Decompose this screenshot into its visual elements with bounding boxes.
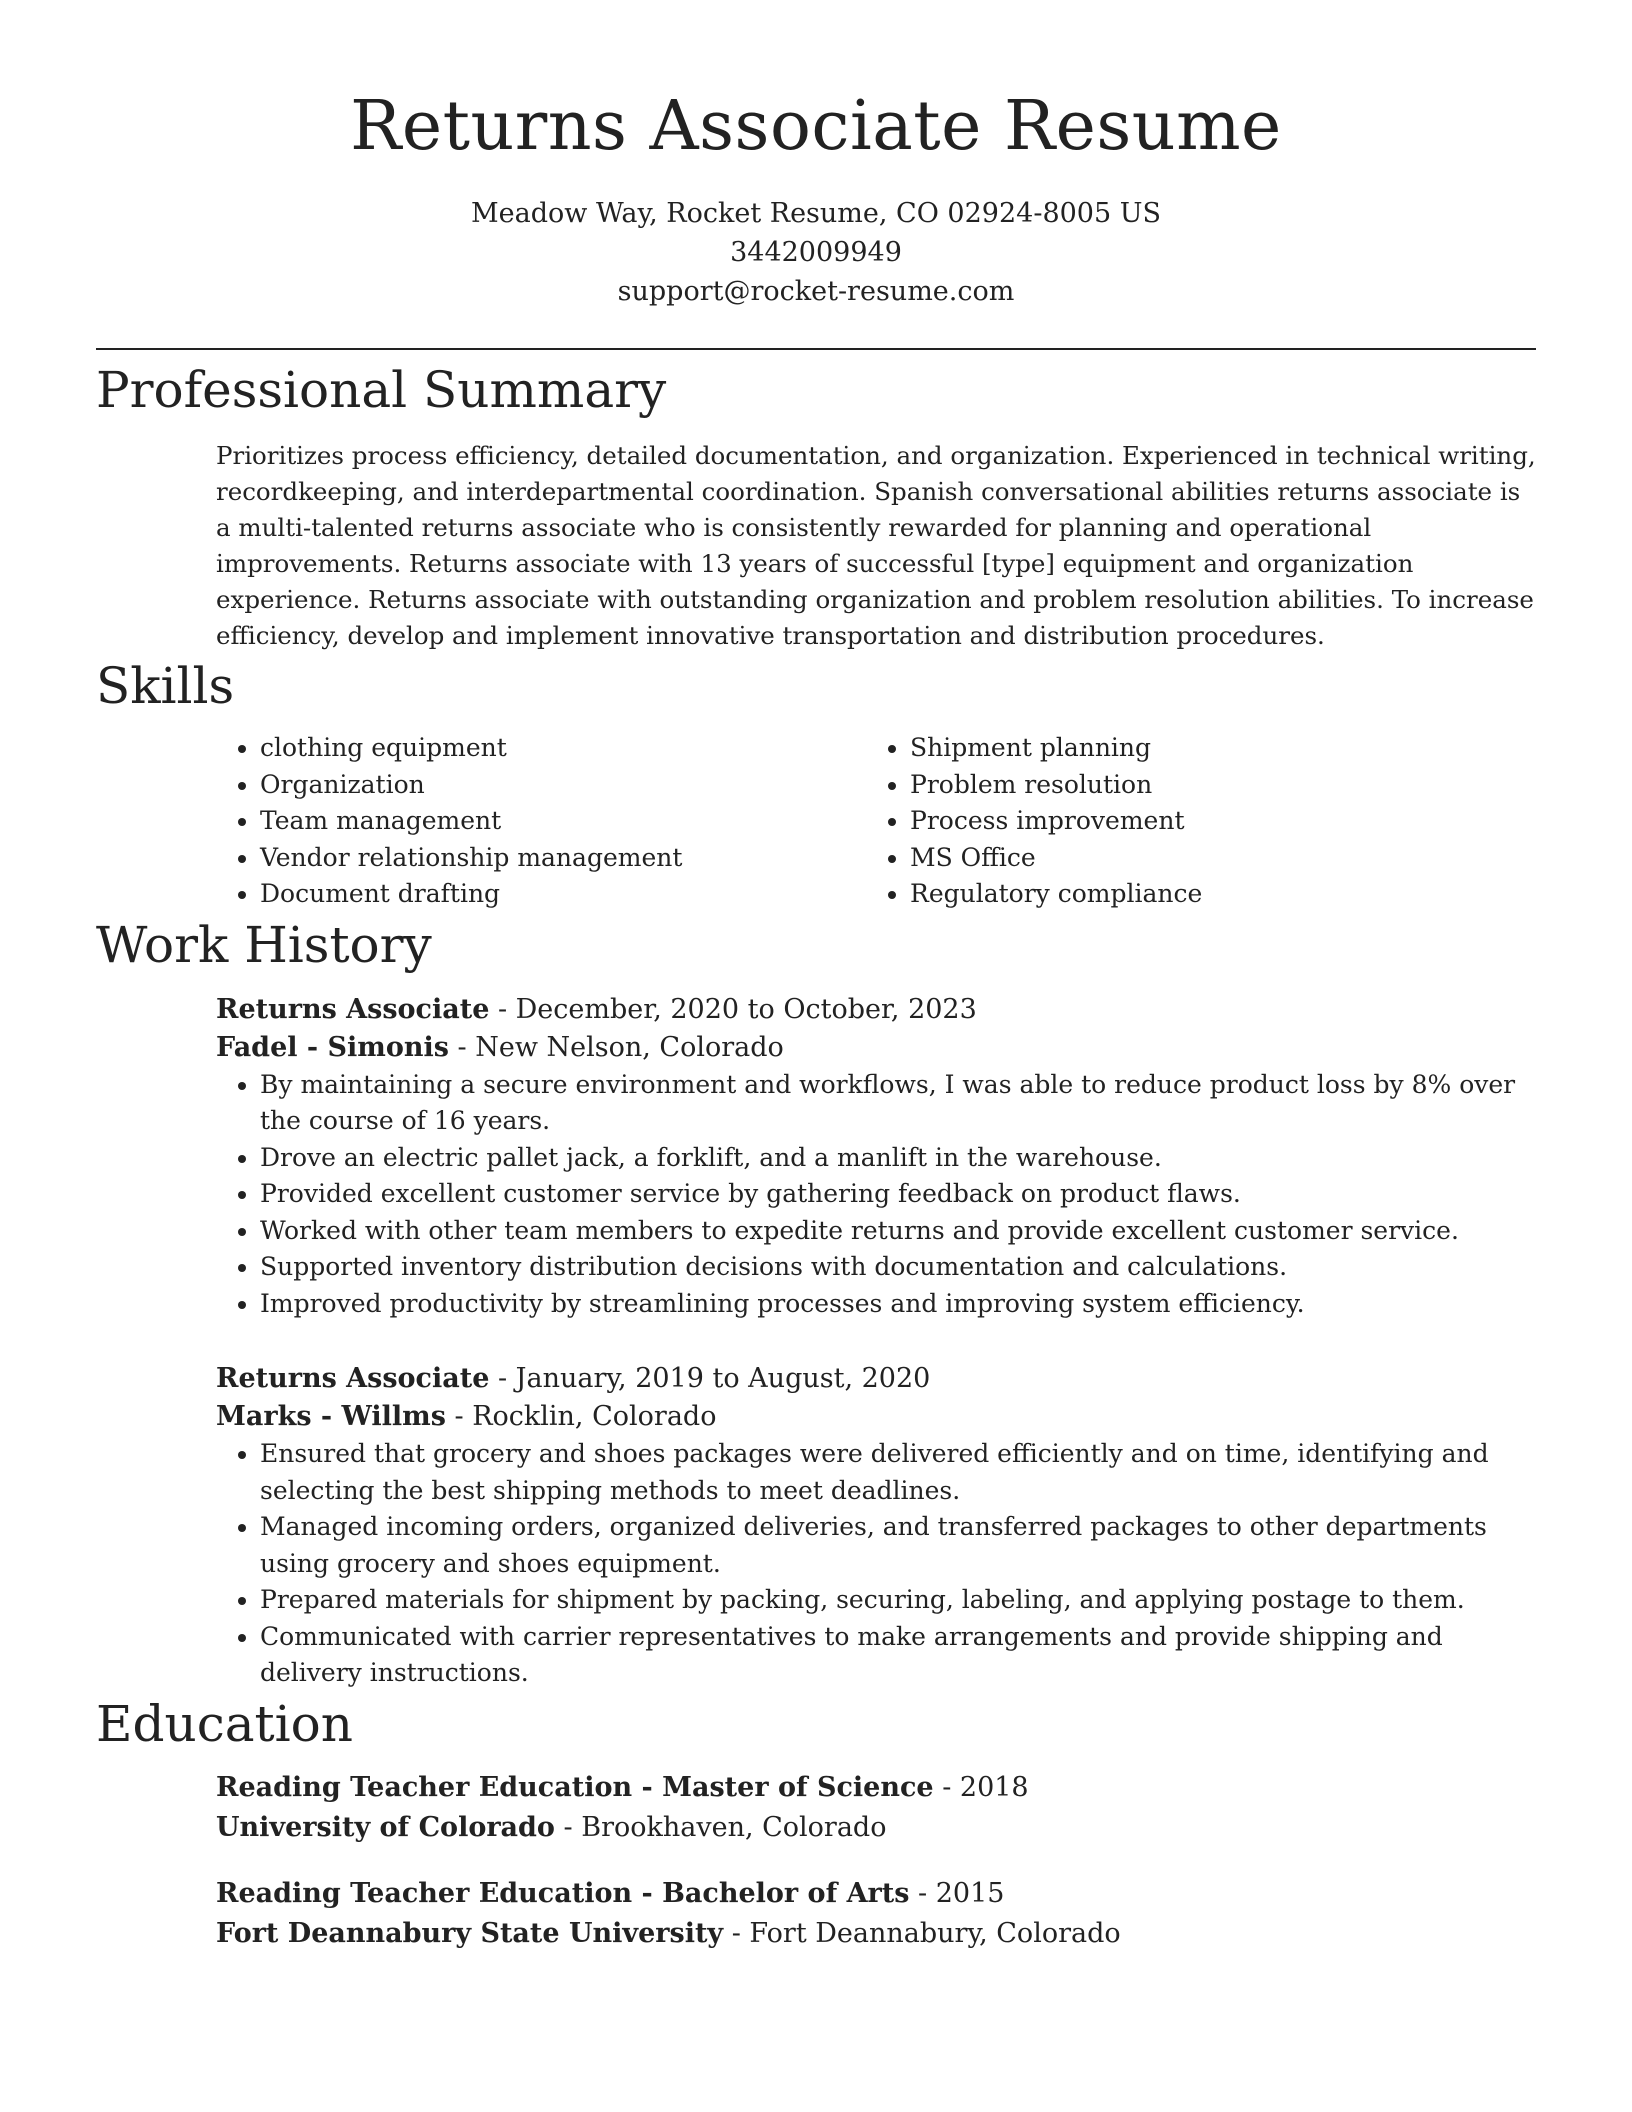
skill-item: • Vendor relationship management <box>260 840 866 877</box>
skill-item: • Team management <box>260 803 866 840</box>
education-field: Reading Teacher Education <box>216 1771 633 1803</box>
job-entry <box>216 991 1536 1323</box>
job-company: Marks - Willms <box>216 1401 446 1432</box>
education-degree-line <box>216 1768 1536 1808</box>
phone-line: 3442009949 <box>730 237 902 268</box>
address-line: Meadow Way, Rocket Resume, CO 02924-8005 US <box>470 198 1161 229</box>
education-location: - Fort Deannabury, Colorado <box>723 1917 1121 1949</box>
skill-item: • Process improvement <box>910 803 1466 840</box>
skills-list <box>216 730 1536 913</box>
job-duty: • Drove an electric pallet jack, a forklift, and a manlift in the warehouse. <box>260 1140 1536 1177</box>
skill-item: • Regulatory compliance <box>910 876 1466 913</box>
education-location: - Brookhaven, Colorado <box>554 1811 887 1843</box>
education-school: Fort Deannabury State University <box>216 1917 724 1949</box>
job-duty: • Managed incoming orders, organized deliveries, and transferred packages to other departments using grocery and shoes equipment. <box>260 1509 1536 1582</box>
skills-column-left <box>216 730 866 913</box>
job-duty: • Worked with other team members to expedite returns and provide excellent customer service. <box>260 1213 1536 1250</box>
resume-header <box>96 0 1536 311</box>
summary-heading: Professional Summary <box>96 361 667 419</box>
skills-column-right <box>866 730 1466 913</box>
education-year: - 2015 <box>909 1877 1005 1909</box>
skill-item: • MS Office <box>910 840 1466 877</box>
skill-item: • clothing equipment <box>260 730 866 767</box>
job-duties <box>216 1436 1536 1692</box>
job-duty: • Improved productivity by streamlining processes and improving system efficiency. <box>260 1286 1536 1323</box>
header-divider <box>96 348 1536 350</box>
job-dates: - January, 2019 to August, 2020 <box>489 1363 931 1394</box>
job-role: Returns Associate <box>216 993 490 1025</box>
skill-item: • Document drafting <box>260 876 866 913</box>
skill-item: • Problem resolution <box>910 767 1466 804</box>
skill-item: • Organization <box>260 767 866 804</box>
education-degree: - Master of Science <box>632 1771 934 1803</box>
education-entry <box>216 1768 1536 1848</box>
job-duty: • Ensured that grocery and shoes packages were delivered efficiently and on time, identifying and selecting the best shipping methods to meet deadlines. <box>260 1436 1536 1509</box>
education-field: Reading Teacher Education <box>216 1877 633 1909</box>
job-duty: • By maintaining a secure environment and workflows, I was able to reduce product loss by 8% over the course of 16 years. <box>260 1067 1536 1140</box>
job-location: - New Nelson, Colorado <box>448 1031 784 1063</box>
job-dates: - December, 2020 to October, 2023 <box>489 993 977 1025</box>
job-duty: • Prepared materials for shipment by packing, securing, labeling, and applying postage to them. <box>260 1582 1536 1619</box>
job-entry <box>216 1360 1536 1692</box>
job-company-line <box>216 1029 1536 1067</box>
education-year: - 2018 <box>933 1771 1029 1803</box>
job-duty: • Provided excellent customer service by gathering feedback on product flaws. <box>260 1176 1536 1213</box>
job-duties <box>216 1067 1536 1323</box>
education-school: University of Colorado <box>216 1811 555 1843</box>
education-school-line <box>216 1808 1536 1848</box>
job-title-line <box>216 1360 1536 1398</box>
summary-text: Prioritizes process efficiency, detailed documentation, and organization. Experienced in technical writing, recordkeeping, and interdepartmental coordination. Spanish conversational abilities returns associate is a multi-talented returns associate who is consistently rewarded for planning and operational improvements. Returns associate with 13 years of successful [type] equipment and organization experience. Returns associate with outstanding organization and problem resolution abilities. To increase efficiency, develop and implement innovative transportation and distribution procedures. <box>216 441 1536 650</box>
education-entry <box>216 1874 1536 1954</box>
contact-block <box>96 194 1536 311</box>
job-company-line <box>216 1398 1536 1436</box>
job-company: Fadel - Simonis <box>216 1031 449 1063</box>
skills-heading: Skills <box>96 657 235 715</box>
job-role: Returns Associate <box>216 1363 490 1394</box>
job-duty: • Supported inventory distribution decisions with documentation and calculations. <box>260 1249 1536 1286</box>
resume-title: Returns Associate Resume <box>350 87 1282 166</box>
education-degree: - Bachelor of Arts <box>632 1877 910 1909</box>
job-title-line <box>216 991 1536 1029</box>
education-degree-line <box>216 1874 1536 1914</box>
email-line: support@rocket-resume.com <box>617 276 1015 307</box>
job-duty: • Communicated with carrier representatives to make arrangements and provide shipping and delivery instructions. <box>260 1619 1536 1692</box>
job-location: - Rocklin, Colorado <box>445 1401 717 1432</box>
skill-item: • Shipment planning <box>910 730 1466 767</box>
education-heading: Education <box>96 1694 353 1753</box>
work-history-heading: Work History <box>96 915 432 974</box>
education-school-line <box>216 1914 1536 1954</box>
